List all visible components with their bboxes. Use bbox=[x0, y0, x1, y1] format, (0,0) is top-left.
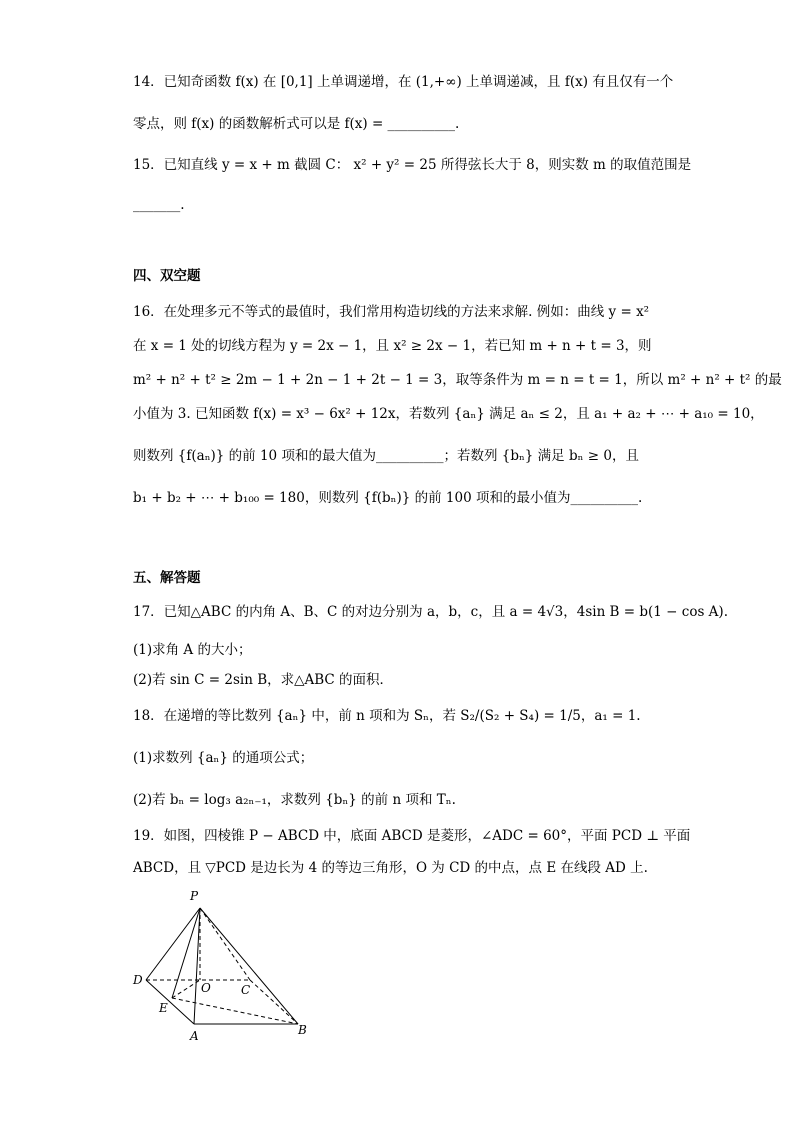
question-14-line-2: 零点，则 f(x) 的函数解析式可以是 f(x) = __________. bbox=[133, 116, 460, 132]
question-17-part-2: (2)若 sin C = 2sin B，求△ABC 的面积． bbox=[133, 672, 394, 688]
pyramid-figure bbox=[128, 886, 328, 1046]
label-b: B bbox=[298, 1023, 307, 1037]
question-17-line-1: 17．已知△ABC 的内角 A、B、C 的对边分别为 a，b，c，且 a = 4√3，4sin B = b(1 − cos A). bbox=[133, 604, 728, 620]
question-18-part-2: (2)若 bₙ = log₃ a₂ₙ₋₁，求数列 {bₙ} 的前 n 项和 Tₙ. bbox=[133, 792, 456, 808]
question-19-line-1: 19．如图，四棱锥 P − ABCD 中，底面 ABCD 是菱形，∠ADC = 60°，平面 PCD ⊥ 平面 bbox=[133, 828, 691, 844]
question-18-part-1: (1)求数列 {aₙ} 的通项公式； bbox=[133, 750, 314, 766]
question-16-line-2: 在 x = 1 处的切线方程为 y = 2x − 1，且 x² ≥ 2x − 1，若已知 m + n + t = 3，则 bbox=[133, 338, 652, 354]
question-14-line-1: 14．已知奇函数 f(x) 在 [0,1] 上单调递增，在 (1,+∞) 上单调递减，且 f(x) 有且仅有一个 bbox=[133, 74, 674, 90]
question-17-part-1: (1)求角 A 的大小； bbox=[133, 642, 252, 658]
question-16-line-1: 16．在处理多元不等式的最值时，我们常用构造切线的方法来求解. 例如：曲线 y = x² bbox=[133, 304, 650, 320]
question-15-line-2: _______. bbox=[133, 197, 185, 213]
question-16-line-6: b₁ + b₂ + ⋯ + b₁₀₀ = 180，则数列 {f(bₙ)} 的前 100 项和的最小值为__________. bbox=[133, 490, 643, 506]
label-c: C bbox=[241, 983, 251, 997]
label-o: O bbox=[201, 981, 211, 995]
question-19-line-2: ABCD，且 ▽PCD 是边长为 4 的等边三角形，O 为 CD 的中点，点 E 在线段 AD 上. bbox=[133, 860, 648, 876]
section-heading-5: 五、解答题 bbox=[133, 570, 201, 586]
question-16-line-4: 小值为 3. 已知函数 f(x) = x³ − 6x² + 12x，若数列 {aₙ} 满足 aₙ ≤ 2，且 a₁ + a₂ + ⋯ + a₁₀ = 10， bbox=[133, 406, 764, 422]
question-18-line-1: 18．在递增的等比数列 {aₙ} 中，前 n 项和为 Sₙ，若 S₂/(S₂ + S₄) = 1/5，a₁ = 1. bbox=[133, 708, 641, 724]
label-e: E bbox=[159, 1001, 168, 1015]
question-16-line-3: m² + n² + t² ≥ 2m − 1 + 2n − 1 + 2t − 1 = 3，取等条件为 m = n = t = 1，所以 m² + n² + t² 的最 bbox=[133, 372, 782, 388]
section-heading-4: 四、双空题 bbox=[133, 268, 201, 284]
label-a: A bbox=[190, 1029, 199, 1043]
label-p: P bbox=[190, 889, 199, 903]
label-d: D bbox=[133, 973, 143, 987]
question-15-line-1: 15．已知直线 y = x + m 截圆 C： x² + y² = 25 所得弦长大于 8，则实数 m 的取值范围是 bbox=[133, 157, 692, 173]
question-16-line-5: 则数列 {f(aₙ)} 的前 10 项和的最大值为__________；若数列 {bₙ} 满足 bₙ ≥ 0，且 bbox=[133, 448, 639, 464]
